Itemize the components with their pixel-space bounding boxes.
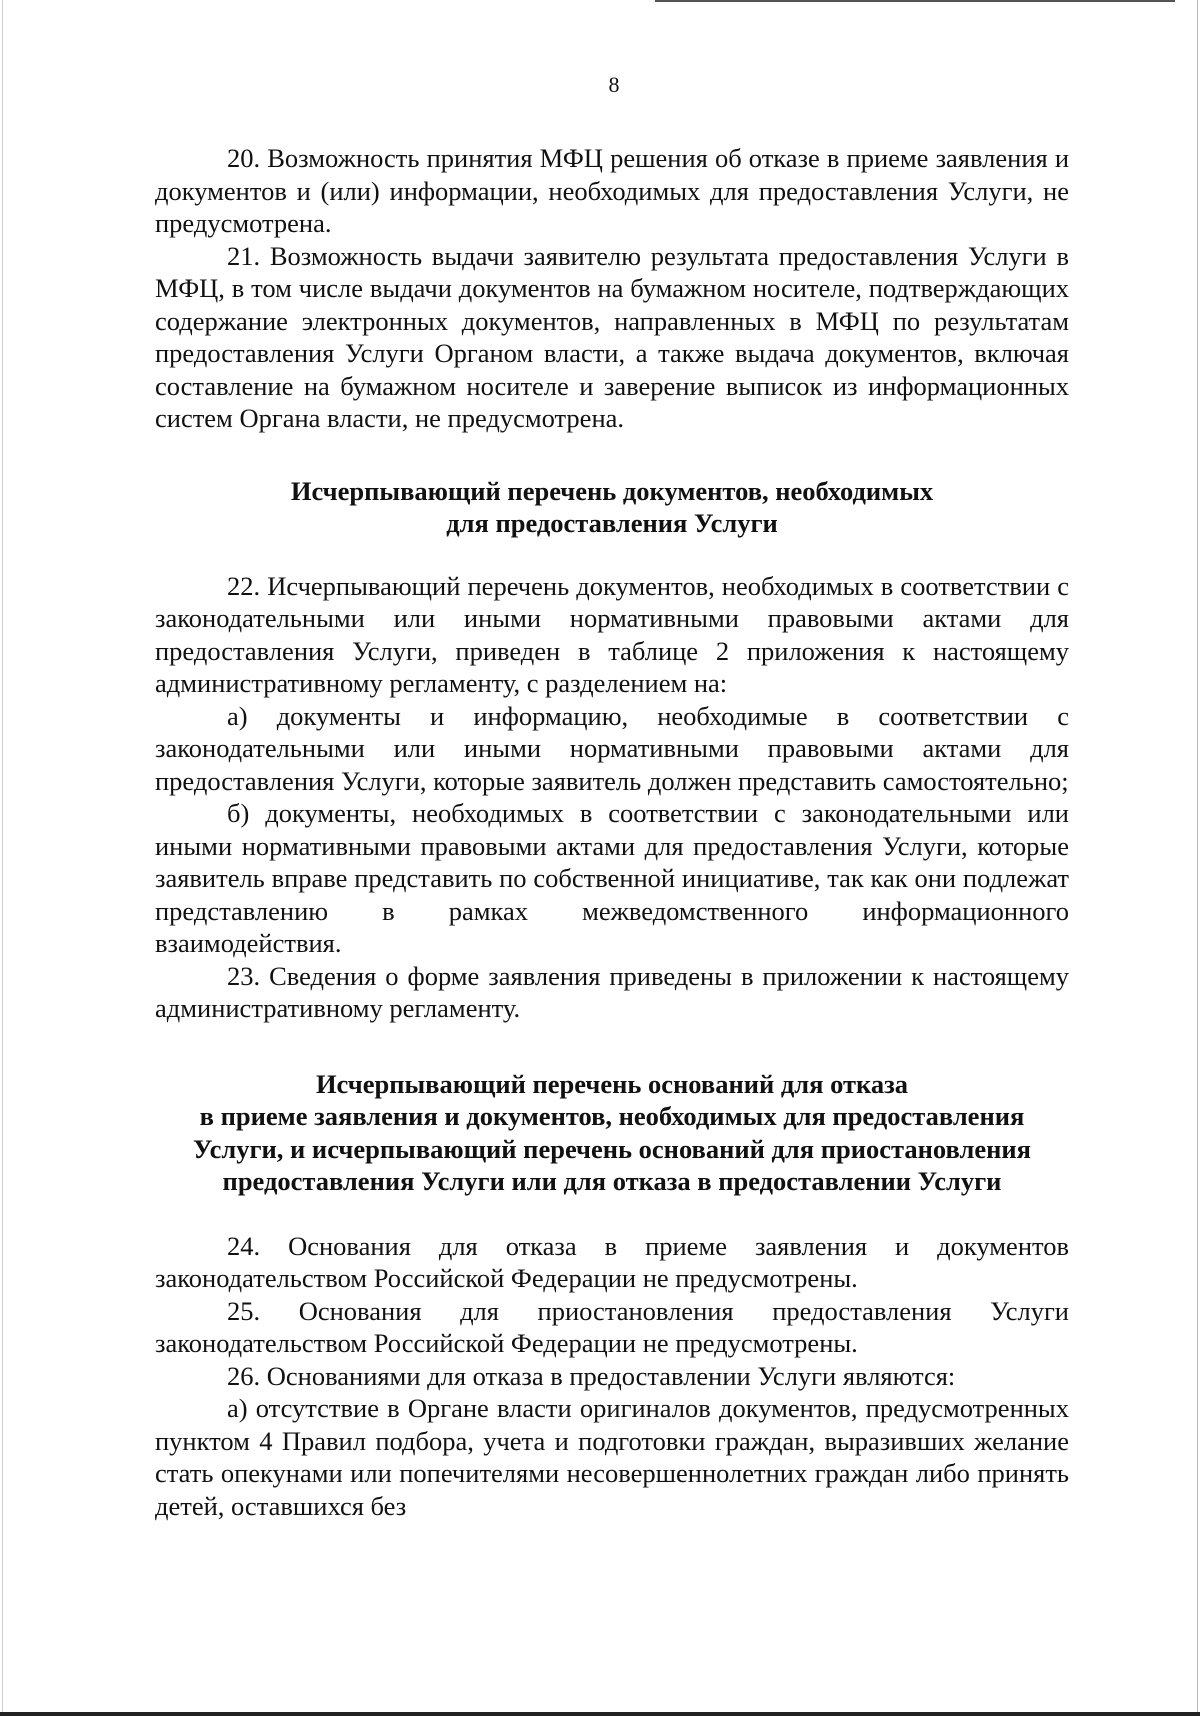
scan-edge-bottom [0,1712,1200,1716]
section-heading-refusal-grounds [155,1068,1069,1198]
paragraph-22-b: б) документы, необходимых в соответствии с законодательными или иными нормативными правовыми актами для предоставления Услуги, которые заявитель вправе представить по собственной инициативе, так как они подлежат представлению в рамках межведомственного информационного взаимодействия. [155,798,1069,958]
paragraph-21: 21. Возможность выдачи заявителю результата предоставления Услуги в МФЦ, в том числе выдачи документов на бумажном носителе, подтверждающих содержание электронных документов, направленных в МФЦ по результатам предоставления Услуги Органом власти, а также выдача документов, включая составление на бумажном носителе и заверение выписок из информационных систем Органа власти, не предусмотрена. [155,240,1069,433]
scan-edge-left [2,0,3,1716]
heading-line: для предоставления Услуги [446,508,778,538]
page-number: 8 [608,72,620,97]
section-heading-documents [155,475,1069,540]
paragraph-22-a: а) документы и информацию, необходимые в соответствии с законодательными или иными нормативными правовыми актами для предоставления Услуги, которые заявитель должен представить самостоятельно; [155,700,1069,796]
paragraph-23: 23. Сведения о форме заявления приведены в приложении к настоящему административному регламенту. [155,960,1069,1023]
heading-line: предоставления Услуги или для отказа в предоставлении Услуги [222,1166,1002,1196]
paragraph-22: 22. Исчерпывающий перечень документов, необходимых в соответствии с законодательными или иными нормативными правовыми актами для предоставления Услуги, приведен в таблице 2 приложения к настоящему административному регламенту, с разделением на: [155,570,1069,698]
document-body [155,142,1069,1522]
paragraph-24: 24. Основания для отказа в приеме заявления и документов законодательством Российской Федерации не предусмотрены. [155,1230,1069,1293]
scan-edge-right [1197,0,1198,1716]
heading-line: Исчерпывающий перечень оснований для отказа [315,1068,909,1099]
heading-line: Услуги, и исчерпывающий перечень оснований для приостановления [193,1133,1031,1164]
paragraph-25: 25. Основания для приостановления предоставления Услуги законодательством Российской Федерации не предусмотрены. [155,1295,1069,1358]
paragraph-20: 20. Возможность принятия МФЦ решения об отказе в приеме заявления и документов и (или) информации, необходимых для предоставления Услуги, не предусмотрена. [155,143,1069,238]
paragraph-26: 26. Основаниями для отказа в предоставлении Услуги являются: [227,1360,956,1391]
paragraph-26-a: а) отсутствие в Органе власти оригиналов документов, предусмотренных пунктом 4 Правил подбора, учета и подготовки граждан, выразивших желание стать опекунами или попечителями несовершеннолетних граждан либо принять детей, оставшихся без [155,1393,1069,1521]
heading-line: в приеме заявления и документов, необходимых для предоставления [199,1101,1025,1131]
scan-edge-top [655,0,1175,2]
heading-line: Исчерпывающий перечень документов, необходимых [290,475,934,506]
